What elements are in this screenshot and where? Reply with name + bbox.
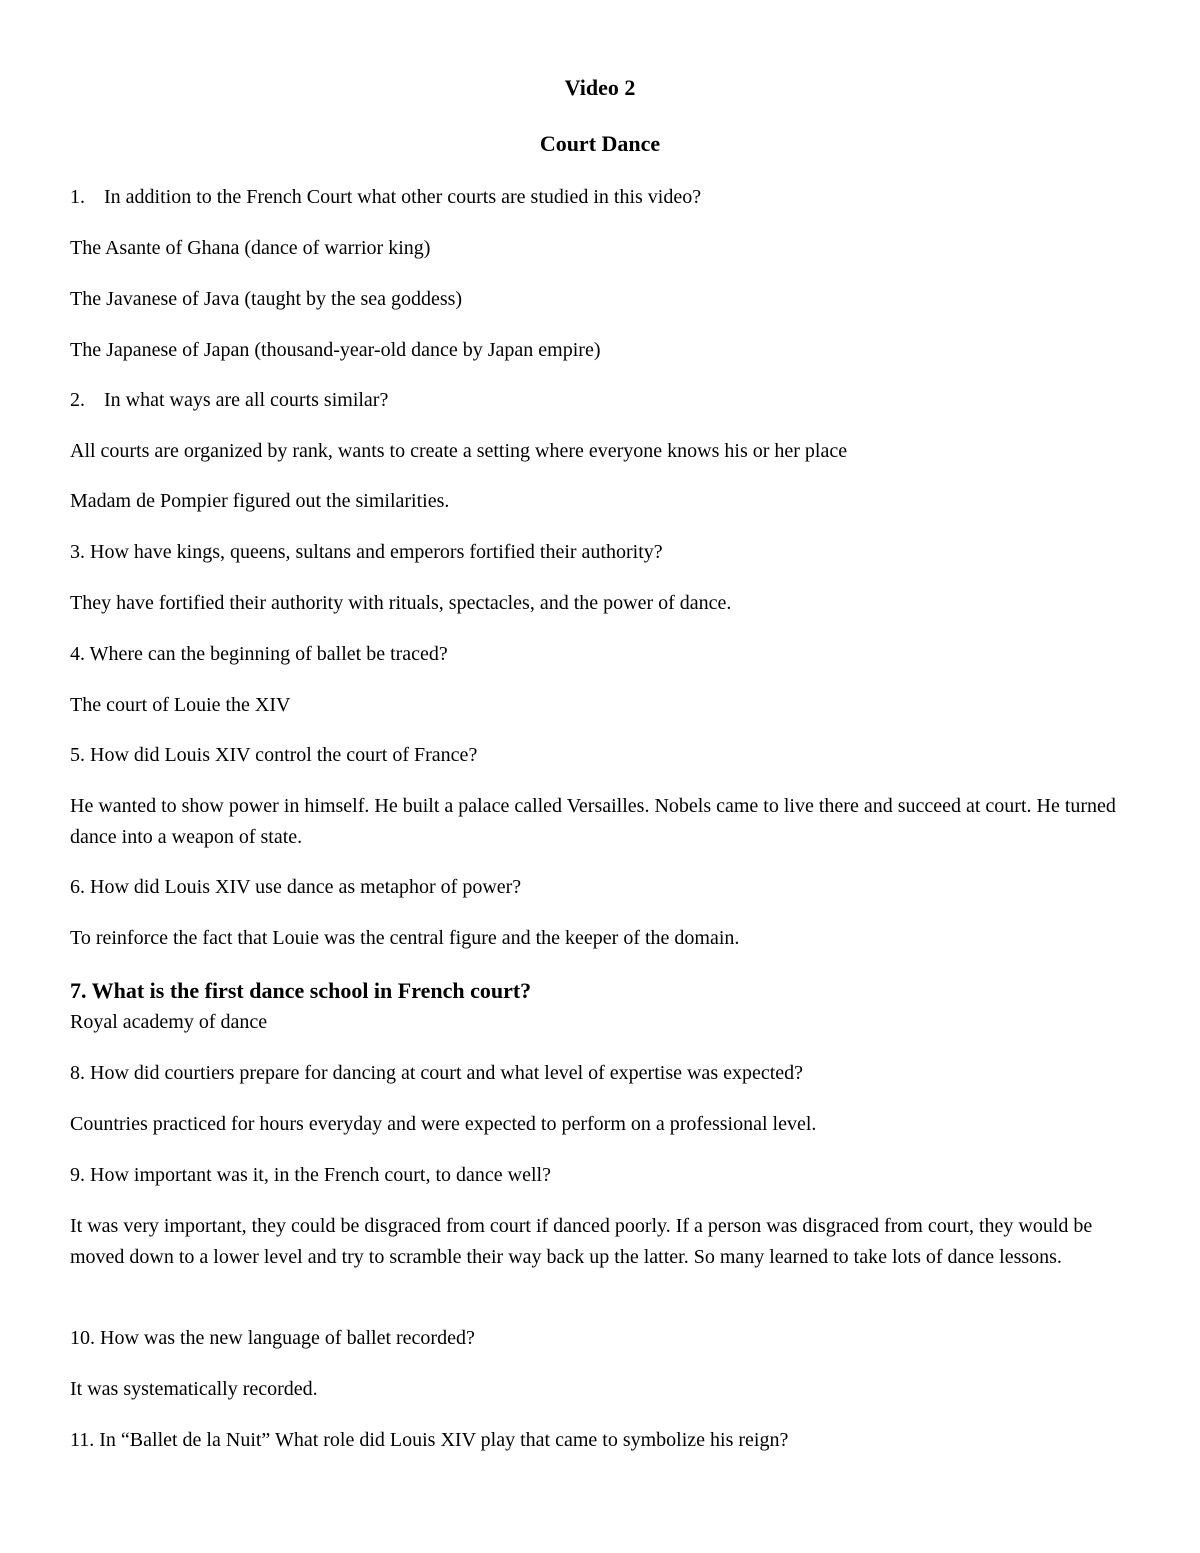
question-9: 9. How important was it, in the French court, to dance well?	[70, 1164, 551, 1186]
question-number: 2.	[70, 389, 85, 411]
question-10: 10. How was the new language of ballet recorded?	[70, 1327, 475, 1349]
question-8: 8. How did courtiers prepare for dancing at court and what level of expertise was expected?	[70, 1062, 804, 1084]
question-7: 7. What is the first dance school in French court?	[70, 978, 532, 1003]
answer-2-line-1: All courts are organized by rank, wants to create a setting where everyone knows his or her place	[70, 440, 848, 462]
answer-1-line-1: The Asante of Ghana (dance of warrior king)	[70, 237, 431, 259]
question-text: In what ways are all courts similar?	[104, 389, 389, 411]
answer-8: Countries practiced for hours everyday and were expected to perform on a professional level.	[70, 1113, 817, 1135]
answer-4: The court of Louie the XIV	[70, 694, 291, 716]
question-3: 3. How have kings, queens, sultans and emperors fortified their authority?	[70, 541, 663, 563]
question-1	[70, 182, 1130, 213]
answer-9: It was very important, they could be disgraced from court if danced poorly. If a person was disgraced from court, they would be moved down to a lower level and try to scramble their way back up the latter. So many learned to take lots of dance lessons.	[70, 1215, 1093, 1268]
question-5: 5. How did Louis XIV control the court of France?	[70, 744, 478, 766]
document-title: Video 2	[564, 75, 636, 100]
document-subtitle: Court Dance	[539, 131, 661, 156]
answer-1-line-3: The Japanese of Japan (thousand-year-old dance by Japan empire)	[70, 339, 601, 361]
question-11: 11. In “Ballet de la Nuit” What role did Louis XIV play that came to symbolize his reign?	[70, 1429, 789, 1451]
answer-1-line-2: The Javanese of Java (taught by the sea goddess)	[70, 288, 463, 310]
question-6: 6. How did Louis XIV use dance as metaphor of power?	[70, 876, 522, 898]
question-number: 1.	[70, 186, 85, 208]
question-2	[70, 385, 1130, 416]
answer-5: He wanted to show power in himself. He built a palace called Versailles. Nobels came to live there and succeed at court. He turned dance into a weapon of state.	[70, 795, 1116, 848]
question-4: 4. Where can the beginning of ballet be traced?	[70, 643, 448, 665]
question-text: In addition to the French Court what other courts are studied in this video?	[104, 186, 702, 208]
answer-3: They have fortified their authority with rituals, spectacles, and the power of dance.	[70, 592, 732, 614]
answer-2-line-2: Madam de Pompier figured out the similarities.	[70, 490, 450, 512]
answer-7: Royal academy of dance	[70, 1011, 268, 1033]
answer-6: To reinforce the fact that Louie was the central figure and the keeper of the domain.	[70, 927, 740, 949]
answer-10: It was systematically recorded.	[70, 1378, 318, 1400]
